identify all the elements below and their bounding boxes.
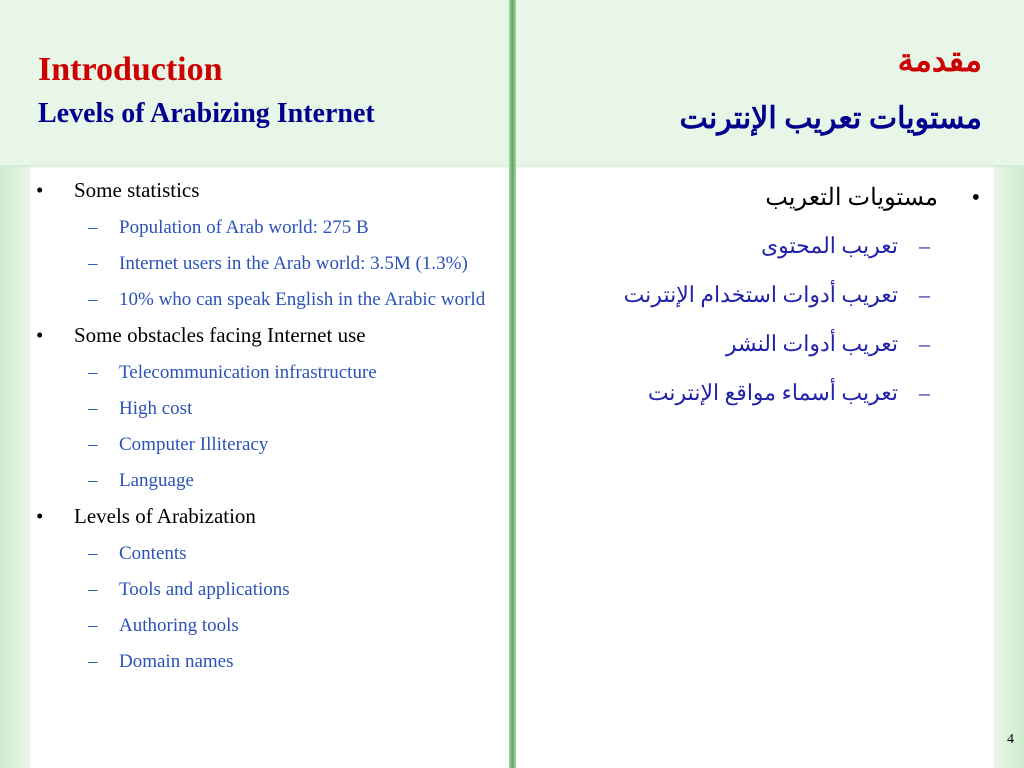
content-english	[36, 176, 501, 683]
dash-icon: –	[88, 362, 98, 383]
header-band-right	[516, 0, 1024, 165]
sub-item-text: Authoring tools	[119, 615, 239, 636]
bullet-item	[36, 502, 501, 530]
bullet-item-ar	[530, 178, 986, 218]
sub-item-text: Telecommunication infrastructure	[119, 362, 377, 383]
sub-item	[36, 611, 501, 641]
bullet-icon: •	[971, 185, 980, 211]
sub-item-text-ar: تعريب أدوات استخدام الإنترنت	[623, 282, 898, 307]
dash-icon: –	[88, 217, 98, 238]
sub-item	[36, 430, 501, 460]
sub-item-text: High cost	[119, 398, 193, 419]
sub-item-ar	[530, 275, 986, 315]
sub-item-text-ar: تعريب المحتوى	[760, 233, 898, 258]
dash-icon: –	[919, 331, 930, 356]
sub-item-text: Population of Arab world: 275 B	[119, 217, 369, 238]
sub-item-text: Internet users in the Arab world: 3.5M (1.3%)	[119, 253, 468, 274]
dash-icon: –	[919, 282, 930, 307]
sub-item	[36, 466, 501, 496]
sub-item-ar	[530, 373, 986, 413]
dash-icon: –	[88, 289, 98, 310]
section-heading-ar: مستويات التعريب	[765, 185, 938, 211]
sub-item-text: Domain names	[119, 651, 234, 672]
dash-icon: –	[88, 253, 98, 274]
page-subtitle-en: Levels of Arabizing Internet	[38, 98, 375, 129]
sub-item	[36, 394, 501, 424]
bullet-icon: •	[36, 178, 44, 202]
dash-icon: –	[88, 651, 98, 672]
bullet-icon: •	[36, 504, 44, 528]
center-divider	[509, 0, 516, 768]
dash-icon: –	[88, 579, 98, 600]
page-subtitle-ar: مستويات تعريب الإنترنت	[679, 102, 982, 135]
page-title-ar: مقدمة	[897, 42, 982, 78]
sub-item	[36, 539, 501, 569]
section-heading: Levels of Arabization	[74, 504, 256, 528]
sub-item-ar	[530, 324, 986, 364]
bullet-item	[36, 321, 501, 349]
sub-item-text-ar: تعريب أدوات النشر	[725, 331, 898, 356]
sub-item	[36, 285, 501, 315]
dash-icon: –	[88, 615, 98, 636]
sub-item-text: Contents	[119, 543, 187, 564]
sub-item	[36, 575, 501, 605]
header-shadow-right	[516, 165, 1024, 169]
section-heading: Some obstacles facing Internet use	[74, 323, 366, 347]
sub-item-text-ar: تعريب أسماء مواقع الإنترنت	[647, 380, 898, 405]
sub-item-text: Computer Illiteracy	[119, 434, 269, 455]
sub-item-ar	[530, 226, 986, 266]
dash-icon: –	[919, 233, 930, 258]
sub-item	[36, 249, 501, 279]
sub-item-text: Tools and applications	[119, 579, 290, 600]
dash-icon: –	[88, 470, 98, 491]
bullet-icon: •	[36, 323, 44, 347]
dash-icon: –	[919, 380, 930, 405]
header-shadow-left	[0, 165, 509, 169]
content-arabic	[530, 178, 986, 422]
bullet-item	[36, 176, 501, 204]
dash-icon: –	[88, 398, 98, 419]
dash-icon: –	[88, 543, 98, 564]
section-heading: Some statistics	[74, 178, 200, 202]
sub-item-text: Language	[119, 470, 194, 491]
sub-item	[36, 358, 501, 388]
page-title-en: Introduction	[38, 51, 223, 88]
dash-icon: –	[88, 434, 98, 455]
sub-item-text: 10% who can speak English in the Arabic world	[119, 289, 486, 310]
page-number: 4	[1007, 732, 1014, 747]
sub-item	[36, 647, 501, 677]
sub-item	[36, 213, 501, 243]
